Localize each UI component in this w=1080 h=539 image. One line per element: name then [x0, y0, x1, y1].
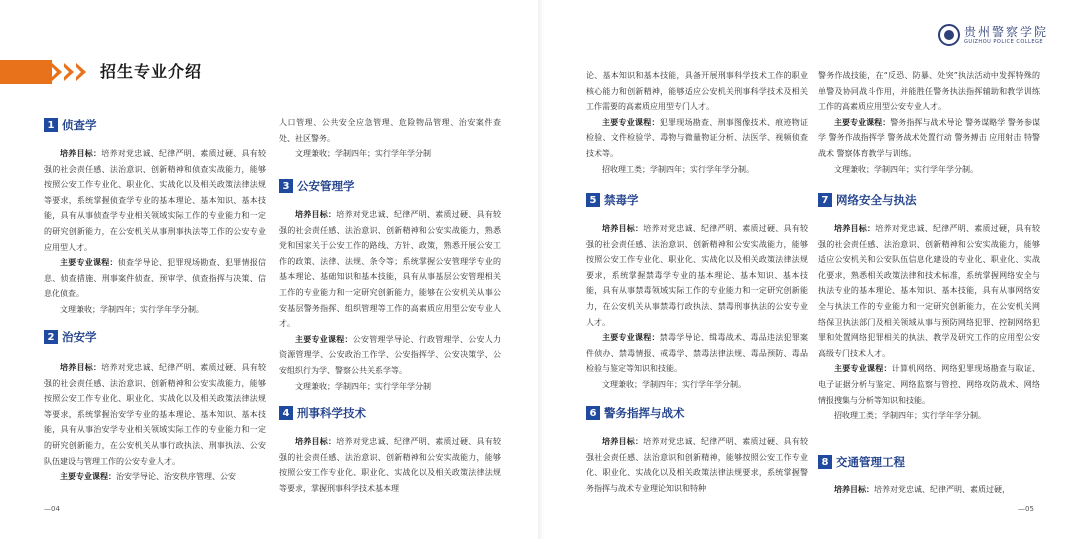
enrollment-note: 招收理工类；学制四年；实行学年学分制。 — [834, 411, 986, 421]
chevron-arrows-icon — [52, 60, 88, 84]
major-title: 警务指挥与战术 — [604, 406, 685, 420]
major-number-badge: 3 — [279, 179, 293, 193]
courses-paragraph: 主要专业课程：公安管理学导论、行政管理学、公安人力资源管理学、公安政治工作学、公安指挥学、公安决策学、公安组织行为学、警察公共关系学等。 — [279, 334, 501, 375]
logo-english-name: GUIZHOU POLICE COLLEGE — [964, 38, 1044, 45]
logo-chinese-name: 贵州警察学院 — [964, 24, 1049, 39]
major-title: 刑事科学技术 — [297, 406, 366, 420]
training-goal-paragraph: 培养目标：培养对党忠诚、纪律严明、素质过硬、具有较强的社会责任感、法治意识、创新精神和侦查实战能力，能够按照公安工作专业化、职业化、实战化以及相关政策法律法规等要求，系统掌握侦查学专业的基本理论、基本知识、基本技能，具有从事侦查学专业相关领域实际工作的专业能力和一定的研究创新能力，在公安机关从事刑事执法等工作的公安专业应用型人才。 — [44, 149, 266, 252]
header-accent-bar — [0, 60, 52, 84]
training-goal-paragraph: 培养目标：培养对党忠诚、纪律严明、素质过硬、具有较强的社会责任感、法治意识、创新精神和公安实战能力，能够按照公安工作专业化、职业化、实战化以及相关政策法律法规等要求，系统掌握治安学专业的基本理论、基本知识、基本技能，具有从事治安学专业相关领域实际工作的专业能力和一定的研究创新能力，在公安机关从事行政执法、刑事执法、公安队伍建设与管理工作的公安专业人才。 — [44, 363, 266, 466]
major-title: 侦查学 — [62, 118, 97, 132]
training-goal-paragraph: 培养目标：培养对党忠诚、纪律严明、素质过硬、具有较强社会责任感、法治意识和创新精神，能够按照公安工作专业化、职业化、实战化以及相关政策法律法规要求，系统掌握警务指挥与战术专业理论知识和特种 — [586, 437, 808, 493]
major-title: 公安管理学 — [297, 179, 355, 193]
enrollment-note: 文理兼收；学制四年；实行学年学分制。 — [834, 164, 978, 174]
courses-paragraph: 主要专业课程：犯罪现场勘查、刑事图像技术、痕迹物证检验、文件检验学、毒物与微量物证分析、法医学、视频侦查技术等。 — [586, 117, 808, 158]
courses-paragraph: 主要专业课程：警务指挥与战术导论 警务谋略学 警务参谋学 警务作战指挥学 警务战术处置行动 警务搏击 应用射击 特警战术 警察体育教学与训练。 — [818, 117, 1040, 158]
major-title: 治安学 — [62, 330, 97, 344]
enrollment-note: 文理兼收；学制四年；实行学年学分制。 — [602, 379, 746, 389]
courses-paragraph: 主要专业课程：治安学导论、治安秩序管理、公安 — [60, 472, 236, 482]
major-heading-5 — [586, 190, 639, 210]
major-heading-8 — [818, 452, 905, 472]
major-heading-4 — [279, 403, 366, 423]
major-number-badge: 1 — [44, 118, 58, 132]
page-title: 招生专业介绍 — [100, 62, 203, 81]
major-number-badge: 4 — [279, 406, 293, 420]
enrollment-note: 文理兼收；学制四年；实行学年学分制。 — [60, 304, 204, 314]
major-heading-6 — [586, 403, 685, 423]
training-goal-paragraph: 培养目标：培养对党忠诚、纪律严明、素质过硬， — [834, 485, 1010, 494]
courses-paragraph: 主要专业课程：计算机网络、网络犯罪现场勘查与取证、电子证据分析与鉴定、网络监察与管控、网络攻防战术、网络情报搜集与分析等知识和技能。 — [818, 364, 1040, 405]
major-number-badge: 5 — [586, 193, 600, 207]
courses-paragraph: 主要专业课程：侦查学导论、犯罪现场勘查、犯罪情报信息、侦查措施、刑事案件侦查、预审学、侦查指挥与决策、信息化侦查。 — [44, 258, 266, 299]
page-spine — [538, 0, 544, 539]
major-title: 禁毒学 — [604, 193, 639, 207]
enrollment-note: 招收理工类；学制四年；实行学年学分制。 — [602, 164, 754, 174]
training-goal-paragraph: 培养目标：培养对党忠诚、纪律严明、素质过硬、具有较强的社会责任感、法治意识、创新精神和公安实战能力，能够按照公安工作专业化、职业化、实战化以及相关政策法律法规要求，系统掌握禁毒学专业的基本理论、基本知识、基本技能，具有从事禁毒领域实际工作的专业能力和一定研究创新能力，在公安机关从事禁毒行政执法、禁毒刑事执法的公安专业人才。 — [586, 224, 808, 327]
training-goal-paragraph: 培养目标：培养对党忠诚、纪律严明、素质过硬、具有较强的社会责任感、法治意识、创新精神和公安实战能力，熟悉党和国家关于公安工作的路线、方针、政策，熟悉开展公安工作的政策、法律、法规、条令等；系统掌握公安管理学专业的基本理论、基础知识和基本技能，具有从事基层公安管理相关工作的专业能力和一定研究创新能力，能够在公安机关从事公安基层警务指挥、组织管理等工作的高素质应用型公安专业人才。 — [279, 210, 501, 329]
training-goal-continued: 论、基本知识和基本技能，具备开展刑事科学技术工作的职业核心能力和创新精神，能够适应公安机关刑事科学技术及相关工作需要的高素质应用型专门人才。 — [586, 71, 808, 112]
page-number-left: —04 — [44, 505, 60, 513]
courses-continued: 人口管理、公共安全应急管理、危险物品管理、治安案件查处、社区警务。 — [279, 118, 501, 143]
major-title: 交通管理工程 — [836, 455, 905, 469]
courses-paragraph: 主要专业课程：禁毒学导论、缉毒战术、毒品违法犯罪案件侦办、禁毒情报、戒毒学、禁毒法律法规、毒品预防、毒品检验与鉴定等知识和技能。 — [586, 333, 808, 374]
major-heading-7 — [818, 190, 917, 210]
college-logo — [938, 24, 1048, 46]
major-number-badge: 7 — [818, 193, 832, 207]
training-goal-paragraph: 培养目标：培养对党忠诚、纪律严明、素质过硬、具有较强的社会责任感、法治意识、创新精神和公安实战能力，能够按照公安工作专业化、职业化、实战化以及相关政策法律法规等要求，掌握刑事科学技术基本理 — [279, 437, 501, 493]
enrollment-note: 文理兼收；学制四年；实行学年学分制 — [295, 381, 431, 391]
training-goal-paragraph: 培养目标：培养对党忠诚、纪律严明、素质过硬，具有较强的社会责任感、法治意识、创新精神和公安实战能力，能够适应公安机关和公安队伍信息化建设的专业化、职业化、实战化要求，熟悉相关政策法律和技术标准，系统掌握网络安全与执法专业的基本理论、基本知识、基本技能，具有从事网络安全与执法工作的专业能力和一定研究创新能力，在公安机关网络保卫执法部门及相关领域从事与预防网络犯罪、控制网络犯罪和处置网络犯罪相关的执法、教学及研究工作的应用型公安高级专门技术人才。 — [818, 224, 1040, 358]
enrollment-note: 文理兼收；学制四年；实行学年学分制 — [295, 149, 431, 159]
major-number-badge: 6 — [586, 406, 600, 420]
major-heading-3 — [279, 176, 355, 196]
major-heading-1 — [44, 115, 97, 135]
major-number-badge: 2 — [44, 330, 58, 344]
major-title: 网络安全与执法 — [836, 193, 917, 207]
police-seal-icon — [938, 24, 960, 46]
page-number-right: —05 — [1018, 505, 1034, 513]
training-goal-continued: 警务作战技能，在“反恐、防暴、处突”执法活动中发挥特殊的单警及协同战斗作用，并能胜任警务执法指挥辅助和教学训练工作的高素质应用型公安专业人才。 — [818, 71, 1040, 112]
major-number-badge: 8 — [818, 455, 832, 469]
major-heading-2 — [44, 327, 97, 347]
